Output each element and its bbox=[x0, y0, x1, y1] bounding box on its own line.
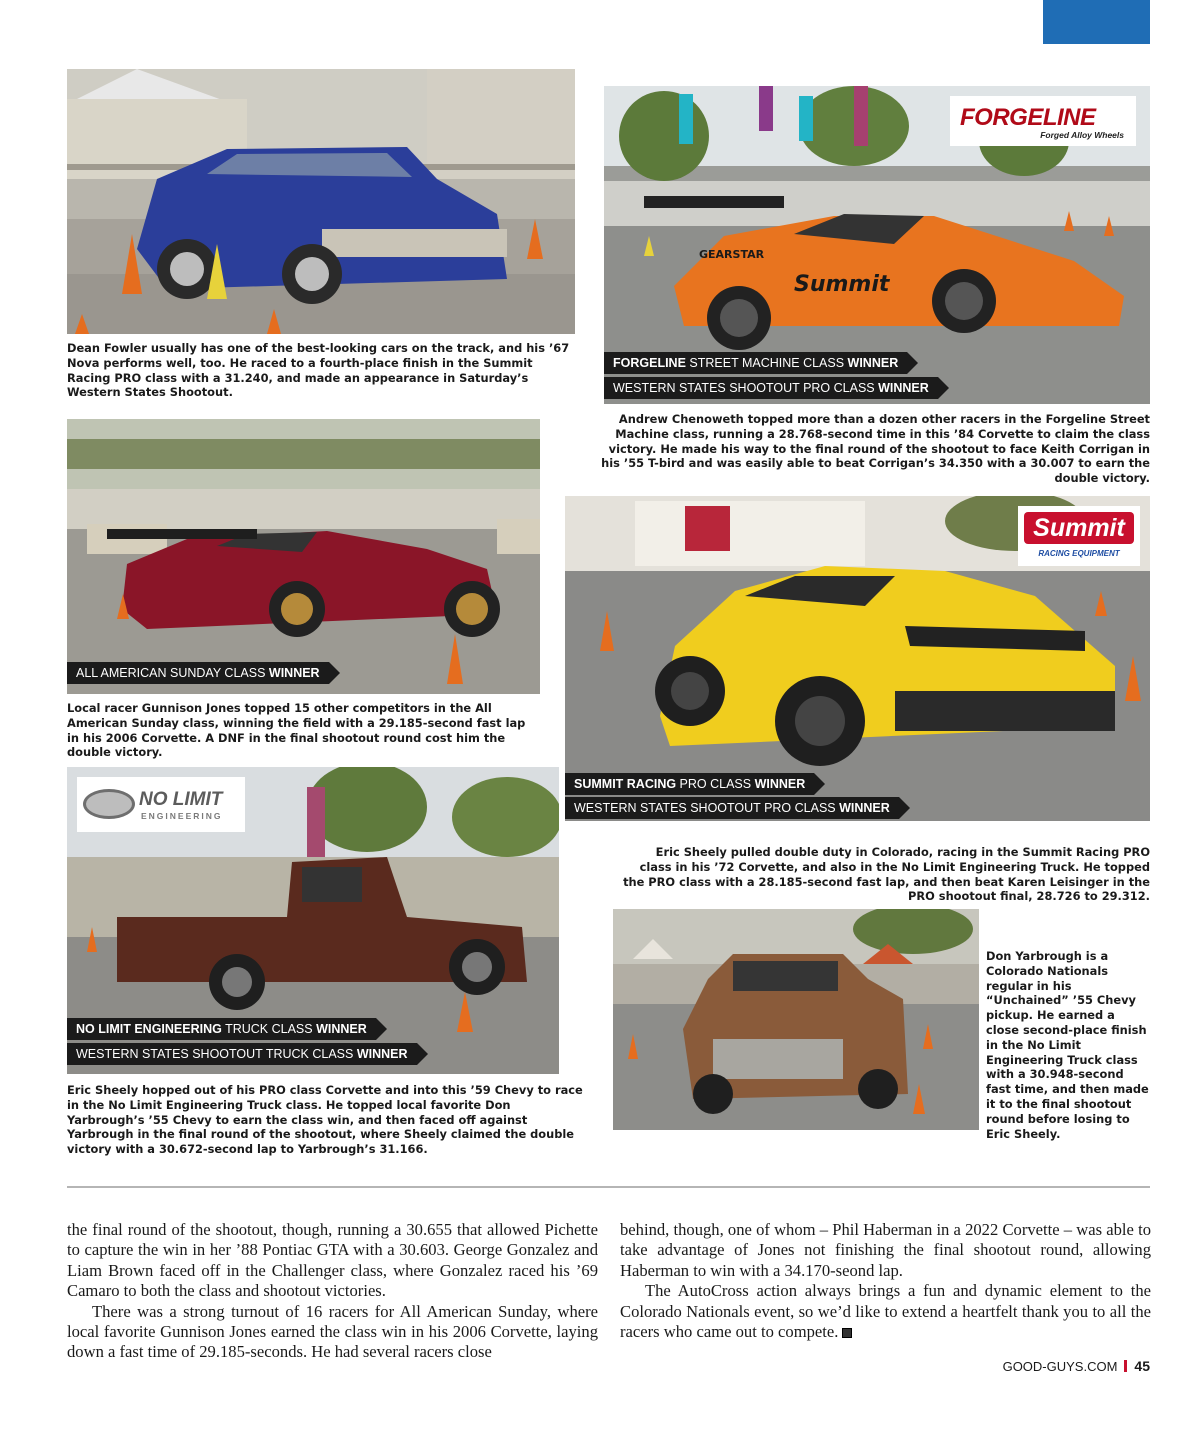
no-limit-logo-text: NO LIMIT bbox=[139, 789, 223, 810]
photo-59-chevy bbox=[67, 767, 559, 1074]
caption-72-corvette: Eric Sheely pulled double duty in Colorado, racing in the Summit Racing PRO class in his ’72 Corvette, and also in the No Limit Engineering Truck. He topped the PRO class with a 28.185-second fast lap, and then beat Karen Leisinger in the PRO shootout final, 28.726 to 29.312. bbox=[623, 845, 1150, 904]
no-limit-logo-subtext: ENGINEERING bbox=[141, 811, 223, 821]
article-paragraph-final-text: The AutoCross action always brings a fun and dynamic element to the Colorado Nationals event, so we’d like to extend a heartfelt thank you to all the racers who came out to compete. bbox=[620, 1281, 1151, 1342]
summit-logo-subtext: RACING EQUIPMENT bbox=[1038, 549, 1120, 558]
banner-summit-lead: SUMMIT RACING bbox=[574, 777, 677, 791]
photo-72-corvette bbox=[565, 496, 1150, 821]
section-divider bbox=[67, 1186, 1150, 1188]
banner-shootout-pro-72 bbox=[565, 797, 899, 819]
banner-forgeline-lead: FORGELINE bbox=[613, 356, 686, 370]
banner-shootout-truck-lead: WESTERN STATES SHOOTOUT TRUCK CLASS bbox=[76, 1047, 357, 1061]
article-column-right bbox=[620, 1220, 1151, 1342]
banner-forgeline-class bbox=[604, 352, 907, 374]
banner-shootout-pro-84-tail: WINNER bbox=[878, 381, 929, 395]
banner-nle-tail: WINNER bbox=[316, 1022, 367, 1036]
banner-aas-lead: ALL AMERICAN SUNDAY CLASS bbox=[76, 666, 269, 680]
page-folio bbox=[1003, 1358, 1150, 1374]
banner-shootout-pro-72-tail: WINNER bbox=[839, 801, 890, 815]
banner-nle-mid: TRUCK CLASS bbox=[221, 1022, 317, 1036]
article-paragraph: behind, though, one of whom – Phil Haberman in a 2022 Corvette – was able to take advantage of Jones not finishing the final shootout round, allowing Haberman to win with a 34.170-seond lap. bbox=[620, 1220, 1151, 1280]
photo-84-corvette bbox=[604, 86, 1150, 404]
banner-shootout-pro-72-lead: WESTERN STATES SHOOTOUT PRO CLASS bbox=[574, 801, 840, 815]
summit-logo-text: Summit bbox=[1024, 512, 1134, 544]
banner-shootout-pro-84 bbox=[604, 377, 938, 399]
article-column-left bbox=[67, 1220, 598, 1363]
no-limit-emblem-icon bbox=[83, 789, 135, 819]
banner-shootout-truck-tail: WINNER bbox=[356, 1047, 408, 1061]
forgeline-logo bbox=[950, 96, 1136, 146]
banner-no-limit-truck bbox=[67, 1018, 376, 1040]
banner-forgeline-tail: WINNER bbox=[847, 356, 899, 370]
caption-55-chevy: Don Yarbrough is a Colorado Nationals regular in his “Unchained” ’55 Chevy pickup. He earned a close second-place finish in the No Limit Engineering Truck class with a 30.948-second fast time, and then made it to the final shootout round before losing to Eric Sheely. bbox=[986, 949, 1149, 1141]
caption-59-chevy: Eric Sheely hopped out of his PRO class Corvette and into this ’59 Chevy to race in the No Limit Engineering Truck class. He topped local favorite Don Yarbrough’s ’55 Chevy to earn the class win, and then faced off against Yarbrough in the final round of the shootout, where Sheely claimed the double victory with a 30.672-second lap to Yarbrough’s 31.166. bbox=[67, 1083, 583, 1157]
corner-tab bbox=[1043, 0, 1150, 44]
banner-all-american-sunday bbox=[67, 662, 329, 684]
car-lettering-gearstar: GEARSTAR bbox=[699, 248, 765, 261]
photo-2006-corvette bbox=[67, 419, 540, 694]
article-paragraph-final bbox=[620, 1281, 1151, 1342]
photo-67-nova bbox=[67, 69, 575, 334]
banner-aas-tail: WINNER bbox=[268, 666, 320, 680]
caption-84-corvette: Andrew Chenoweth topped more than a dozen other racers in the Forgeline Street Machine class, running a 28.768-second time in this ’84 Corvette to claim the class victory. He made his way to the final round of the shootout to face Keith Corrigan in his ’55 T-bird and was easily able to beat Corrigan’s 34.350 with a 30.007 to earn the double victory. bbox=[601, 412, 1150, 486]
banner-summit-tail: WINNER bbox=[754, 777, 806, 791]
photo-55-chevy bbox=[613, 909, 979, 1130]
folio-page-number: 45 bbox=[1134, 1358, 1150, 1374]
banner-forgeline-mid: STREET MACHINE CLASS bbox=[685, 356, 848, 370]
article-paragraph: There was a strong turnout of 16 racers for All American Sunday, where local favorite Gunnison Jones earned the class win in his 2006 Corvette, laying down a fast time of 29.185-seconds. He had several racers close bbox=[67, 1301, 598, 1362]
banner-summit-pro-class bbox=[565, 773, 814, 795]
banner-shootout-truck bbox=[67, 1043, 417, 1065]
end-mark-icon bbox=[842, 1328, 852, 1338]
forgeline-logo-subtext: Forged Alloy Wheels bbox=[1040, 130, 1124, 140]
article-paragraph: the final round of the shootout, though, running a 30.655 that allowed Pichette to capture the win in her ’88 Pontiac GTA with a 30.603. George Gonzalez and Liam Brown faced off in the Challenger class, where Gonzalez raced his ’69 Camaro to both the class and shootout victories. bbox=[67, 1220, 598, 1301]
banner-nle-lead: NO LIMIT ENGINEERING bbox=[76, 1022, 222, 1036]
folio-divider bbox=[1124, 1360, 1127, 1372]
caption-2006-corvette: Local racer Gunnison Jones topped 15 other competitors in the All American Sunday class, winning the field with a 29.185-second fast lap in his 2006 Corvette. A DNF in the final shootout round cost him the double victory. bbox=[67, 701, 526, 760]
banner-summit-mid: PRO CLASS bbox=[676, 777, 755, 791]
no-limit-logo bbox=[77, 777, 245, 832]
banner-shootout-pro-84-lead: WESTERN STATES SHOOTOUT PRO CLASS bbox=[613, 381, 879, 395]
forgeline-logo-text: FORGELINE bbox=[960, 104, 1096, 131]
car-lettering-summit: Summit bbox=[794, 272, 890, 297]
caption-67-nova: Dean Fowler usually has one of the best-looking cars on the track, and his ’67 Nova performs well, too. He raced to a fourth-place finish in the Summit Racing PRO class with a 31.240, and made an appearance in Saturday’s Western States Shootout. bbox=[67, 341, 570, 400]
folio-site[interactable]: GOOD-GUYS.COM bbox=[1002, 1359, 1118, 1374]
summit-logo bbox=[1018, 506, 1140, 566]
